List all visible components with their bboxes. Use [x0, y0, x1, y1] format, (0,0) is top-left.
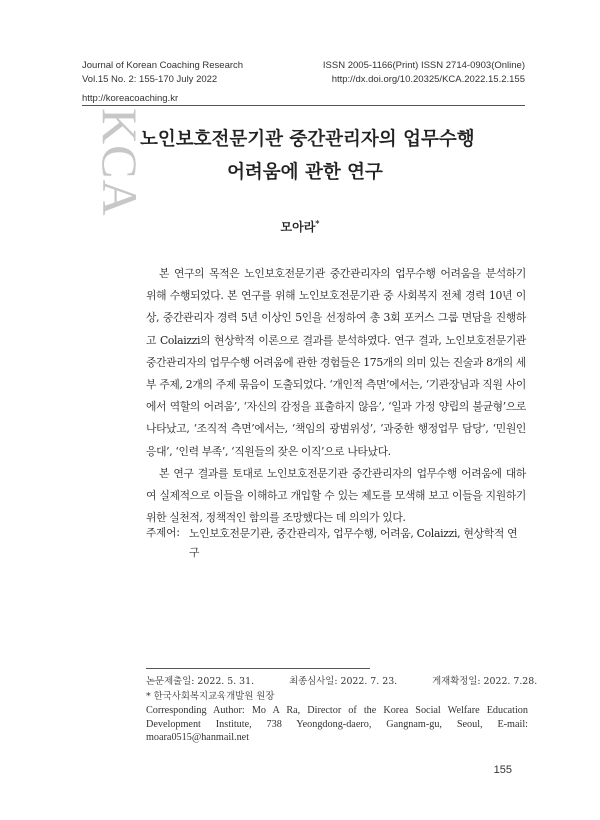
- received-date: 논문제출일: 2022. 5. 31.: [146, 676, 255, 687]
- abstract-paragraph-2: 본 연구 결과를 토대로 노인보호전문기관 중간관리자의 업무수행 어려움에 대하여 실제적으로 이들을 이해하고 개입할 수 있는 제도를 모색해 보고 이들을 지원하기 위한 실천적, 정책적인 함의를 조망했다는 데 의의가 있다.: [146, 466, 526, 525]
- paper-title-line-2: 어려움에 관한 연구: [227, 162, 383, 183]
- keywords-text: 노인보호전문기관, 중간관리자, 업무수행, 어려움, Colaizzi, 현상학적 연구: [189, 527, 518, 559]
- reviewed-date: 최종심사일: 2022. 7. 23.: [289, 676, 398, 687]
- accepted-date: 게재확정일: 2022. 7.28.: [432, 676, 538, 687]
- issn-line: ISSN 2005-1166(Print) ISSN 2714-0903(Online): [322, 60, 525, 71]
- corresponding-author: Corresponding Author: Mo A Ra, Director of the Korea Social Welfare Education Development Institute, 738 Yeongdong-daero, Gangnam-gu, Seoul, E-mail: moara0515@hanmail.net: [146, 705, 528, 743]
- keywords: [146, 524, 526, 562]
- journal-name: Journal of Korean Coaching Research: [82, 60, 244, 71]
- kca-logo-text: KCA: [92, 108, 148, 217]
- author-affiliation: * 한국사회복지교육개발원 원장: [146, 691, 275, 702]
- journal-header-left: [82, 59, 243, 87]
- paper-title-line-1: 노인보호전문기관 중간관리자의 업무수행: [140, 129, 475, 150]
- abstract-paragraph-1: 본 연구의 목적은 노인보호전문기관 중간관리자의 업무수행 어려움을 분석하기 위해 수행되었다. 본 연구를 위해 노인보호전문기관 중 사회복지 전체 경력 10년 이상, 중간관리자 경력 5년 이상인 5인을 선정하여 총 3회 포커스 그룹 면담을 진행하고 Colaizzi의 현상학적 이론으로 결과를 분석하였다. 연구 결과, 노인보호전문기관 중간관리자의 업무수행 어려움에 관한 경험들은 175개의 의미 있는 진술과 8개의 세부 주제, 2개의 주제 묶음이 도출되었다. ‘개인적 측면’에서는, ‘기관장님과 직원 사이에서 역할의 어려움’, ‘자신의 감정을 표출하지 않음’, ‘일과 가정 양립의 불균형’으로 나타났고, ‘조직적 측면’에서는, ‘책임의 광범위성’, ‘과중한 행정업무 담당’, ‘민원인 응대’, ‘인력 부족’, ‘직원들의 잦은 이직’으로 나타났다.: [146, 267, 526, 458]
- volume-line: Vol.15 No. 2: 155-170 July 2022: [82, 74, 218, 85]
- doi-link[interactable]: http://dx.doi.org/10.20325/KCA.2022.15.2.155: [331, 74, 525, 85]
- abstract: [146, 263, 526, 529]
- journal-url[interactable]: http://koreacoaching.kr: [82, 93, 179, 104]
- journal-header-right: [323, 59, 525, 87]
- page-number: 155: [493, 764, 512, 776]
- footnote-divider: [146, 668, 370, 669]
- submission-dates: [146, 675, 538, 690]
- author: [0, 218, 600, 235]
- author-name: 모아라: [280, 220, 316, 234]
- header-divider: [82, 105, 525, 106]
- keywords-label: 주제어:: [146, 527, 180, 539]
- author-footnote-mark: *: [315, 218, 320, 228]
